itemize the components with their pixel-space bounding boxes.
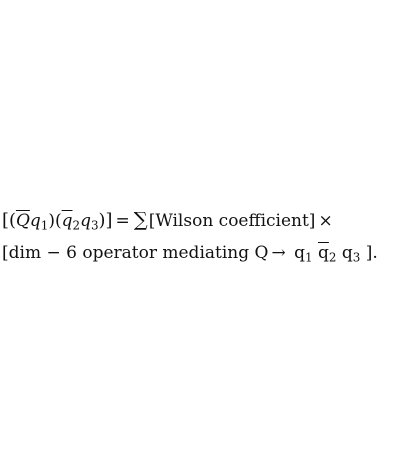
equation (2, 206, 398, 272)
middle-parens: )( (48, 211, 62, 231)
equation-line-2 (2, 239, 398, 271)
close-bracket: )] (98, 210, 113, 231)
summation-sign: ∑ (133, 208, 148, 231)
q1-symbol: q (29, 211, 41, 231)
q1-subscript: 1 (40, 218, 49, 233)
open-bracket: [( (2, 210, 16, 231)
times-sign: × (318, 211, 333, 231)
q1-subscript-2: 1 (305, 250, 313, 265)
q2-bar-symbol: $\overline{q}$ (61, 211, 73, 231)
q3-subscript-2: 3 (352, 250, 361, 265)
arrow-sign: → (271, 243, 286, 264)
q-bar-symbol: $\overline{Q}$ (15, 211, 30, 231)
q1-symbol-2: q (294, 243, 306, 264)
q2-subscript: 2 (72, 218, 81, 233)
q3-subscript: 3 (90, 218, 99, 233)
closing-bracket-period: ]. (365, 243, 378, 264)
equals-sign: = (115, 211, 130, 231)
operator-term: [dim − 6 operator mediating Q (2, 243, 269, 264)
equation-line-1 (2, 206, 398, 239)
q2-bar-symbol-2: $\overline{q}$ (318, 243, 329, 264)
wilson-coefficient-term: [Wilson coefficient] (148, 211, 316, 231)
q3-symbol: q (80, 211, 91, 231)
q2-subscript-2: 2 (328, 250, 337, 265)
q3-symbol-2: q (341, 243, 353, 264)
